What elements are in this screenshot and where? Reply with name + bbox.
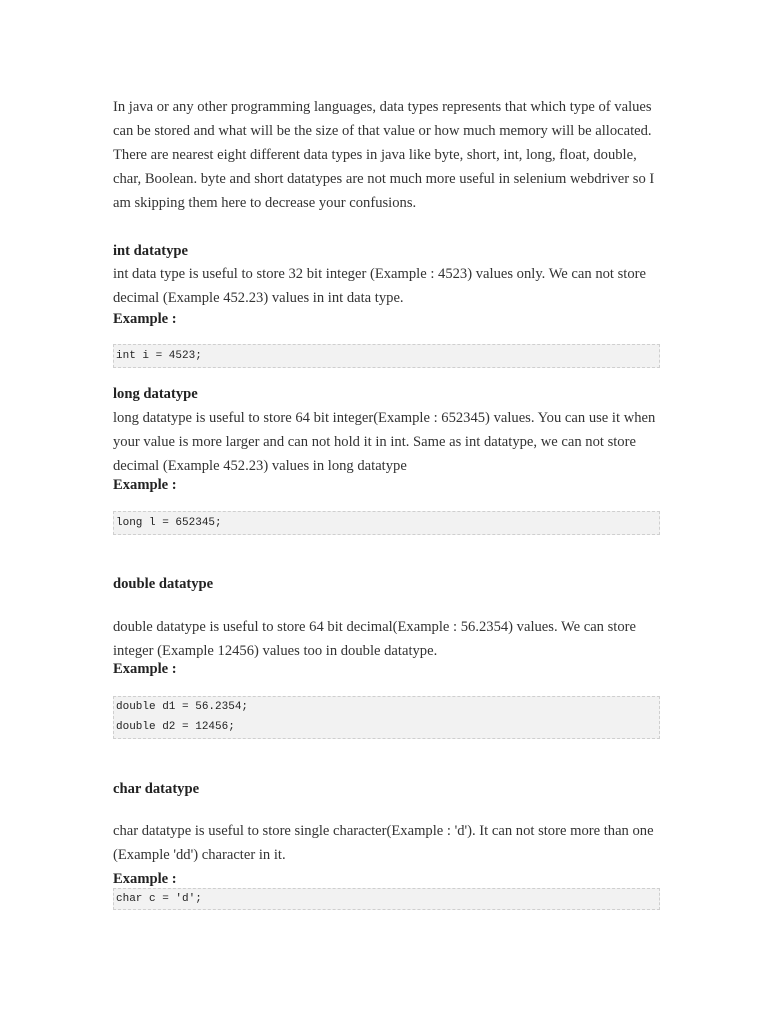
section-text: char datatype is useful to store single character(Example : 'd'). It can not store more than one (Example 'dd') character in it. xyxy=(113,823,654,863)
section-text: double datatype is useful to store 64 bit decimal(Example : 56.2354) values. We can store integer (Example 12456) values too in double datatype. xyxy=(113,619,636,659)
code-block xyxy=(113,344,660,368)
code-block xyxy=(113,888,660,910)
example-label: Example : xyxy=(113,661,177,677)
code-line: double d2 = 12456; xyxy=(116,721,235,733)
section-text: int data type is useful to store 32 bit integer (Example : 4523) values only. We can not store decimal (Example 452.23) values in int data type. xyxy=(113,266,646,306)
example-label: Example : xyxy=(113,477,177,493)
intro-paragraph: In java or any other programming languages, data types represents that which type of values can be stored and what will be the size of that value or how much memory will be allocated. There are nearest eight different data types in java like byte, short, int, long, float, double, char, Boolean. byte and short datatypes are not much more useful in selenium webdriver so I am skipping them here to decrease your confusions. xyxy=(113,99,655,211)
code-line: char c = 'd'; xyxy=(116,893,202,905)
section-heading: double datatype xyxy=(113,576,214,592)
example-label: Example : xyxy=(113,871,177,887)
code-line: double d1 = 56.2354; xyxy=(116,701,249,713)
section-heading: int datatype xyxy=(113,243,188,259)
code-block xyxy=(113,696,660,739)
code-line: long l = 652345; xyxy=(116,517,222,529)
code-line: int i = 4523; xyxy=(116,350,202,362)
example-label: Example : xyxy=(113,311,177,327)
section-heading: char datatype xyxy=(113,781,200,797)
section-text: long datatype is useful to store 64 bit integer(Example : 652345) values. You can use it when your value is more larger and can not hold it in int. Same as int datatype, we can not store decimal (Example 452.23) values in long datatype xyxy=(113,410,656,474)
section-heading: long datatype xyxy=(113,386,198,402)
code-block xyxy=(113,511,660,535)
